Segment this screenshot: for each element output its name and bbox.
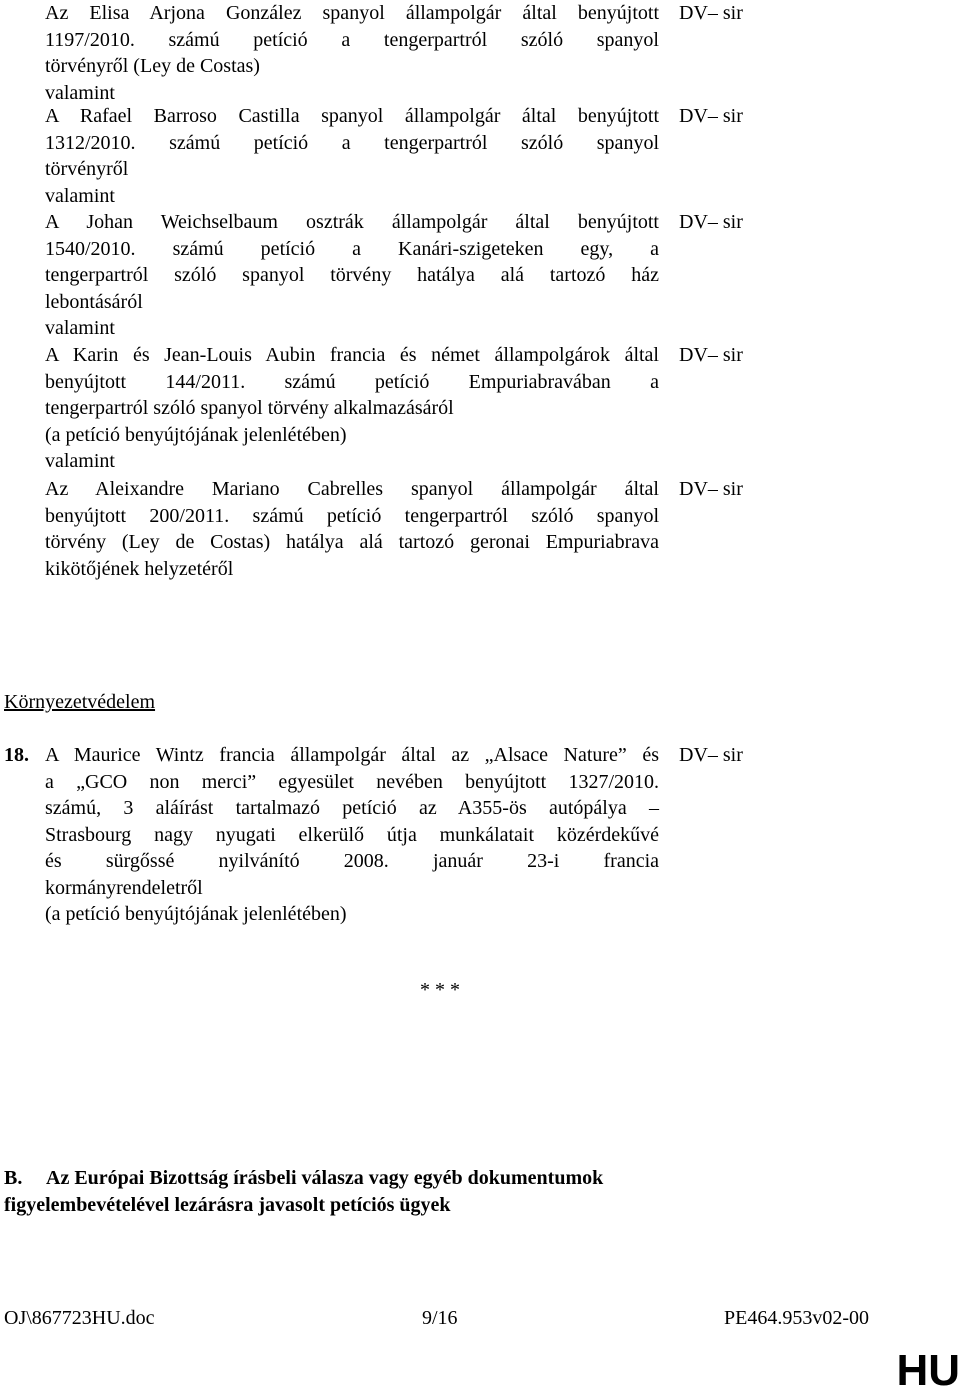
text-line: 1197/2010. számú petíció a tengerpartról szóló spanyol xyxy=(45,28,659,51)
petition-text xyxy=(45,209,659,342)
text-line: (a petíció benyújtójának jelenlétében) xyxy=(45,423,347,446)
text-line: lebontásáról xyxy=(45,290,143,313)
petition-text xyxy=(45,476,659,582)
text-line: Strasbourg nagy nyugati elkerülő útja munkálatait közérdekűvé xyxy=(45,823,659,846)
petition-text xyxy=(45,0,659,106)
text-line: a „GCO non merci” egyesület nevében benyújtott 1327/2010. xyxy=(45,770,659,793)
committee-code: DV– sir xyxy=(679,2,743,24)
footer-page-number: 9/16 xyxy=(422,1307,458,1329)
text-line: A Karin és Jean-Louis Aubin francia és német állampolgárok által xyxy=(45,344,659,366)
committee-code: DV– sir xyxy=(679,478,743,500)
petition-text xyxy=(45,103,659,209)
language-code: HU xyxy=(896,1346,960,1395)
footer-doc-name: OJ\867723HU.doc xyxy=(4,1307,155,1329)
committee-code: DV– sir xyxy=(679,344,743,366)
text-line: kikötőjének helyzetéről xyxy=(45,557,234,580)
text-line: és sürgőssé nyilvánító 2008. január 23-i francia xyxy=(45,850,659,872)
text-line: tengerpartról szóló spanyol törvény alkalmazásáról xyxy=(45,397,454,419)
text-line: benyújtott 144/2011. számú petíció Empuriabravában a xyxy=(45,370,659,393)
text-line: törvényről (Ley de Costas) xyxy=(45,55,260,77)
text-line: (a petíció benyújtójának jelenlétében) xyxy=(45,903,347,925)
text-line: valamint xyxy=(45,81,115,104)
text-line: valamint xyxy=(45,450,115,472)
section-b-heading xyxy=(4,1165,904,1218)
text-line: benyújtott 200/2011. számú petíció tengerpartról szóló spanyol xyxy=(45,504,659,527)
text-line: tengerpartról szóló spanyol törvény hatálya alá tartozó ház xyxy=(45,264,659,286)
text-line: 1540/2010. számú petíció a Kanári-szigeteken egy, a xyxy=(45,237,659,260)
committee-code: DV– sir xyxy=(679,744,743,766)
section-letter: B. xyxy=(4,1167,23,1189)
text-line: valamint xyxy=(45,184,115,207)
committee-code: DV– sir xyxy=(679,211,743,233)
text-line: törvényről xyxy=(45,158,129,180)
text-line: valamint xyxy=(45,317,115,339)
text-line: Az Elisa Arjona González spanyol állampolgár által benyújtott xyxy=(45,2,659,24)
item-number: 18. xyxy=(4,744,29,766)
page-footer xyxy=(0,1305,960,1335)
text-line: kormányrendeletről xyxy=(45,876,203,899)
text-line: Az Aleixandre Mariano Cabrelles spanyol állampolgár által xyxy=(45,478,659,500)
text-line: A Johan Weichselbaum osztrák állampolgár által benyújtott xyxy=(45,211,659,233)
separator: * * * xyxy=(420,979,460,1001)
footer-reference: PE464.953v02-00 xyxy=(724,1307,869,1329)
committee-code: DV– sir xyxy=(679,105,743,127)
section-heading: Környezetvédelem xyxy=(4,691,156,713)
text-line: A Maurice Wintz francia állampolgár által az „Alsace Nature” és xyxy=(45,744,659,766)
text-line: törvény (Ley de Costas) hatálya alá tartozó geronai Empuriabrava xyxy=(45,531,659,553)
petition-text xyxy=(45,742,659,928)
petition-text xyxy=(45,342,659,475)
text-line: számú, 3 aláírást tartalmazó petíció az A355-ös autópálya – xyxy=(45,797,659,819)
text-line: 1312/2010. számú petíció a tengerpartról szóló spanyol xyxy=(45,131,659,154)
text-line: A Rafael Barroso Castilla spanyol állampolgár által benyújtott xyxy=(45,105,659,127)
section-b-title-line-2: figyelembevételével lezárásra javasolt petíciós ügyek xyxy=(4,1193,451,1216)
section-b-title-line-1: Az Európai Bizottság írásbeli válasza vagy egyéb dokumentumok xyxy=(46,1167,604,1189)
